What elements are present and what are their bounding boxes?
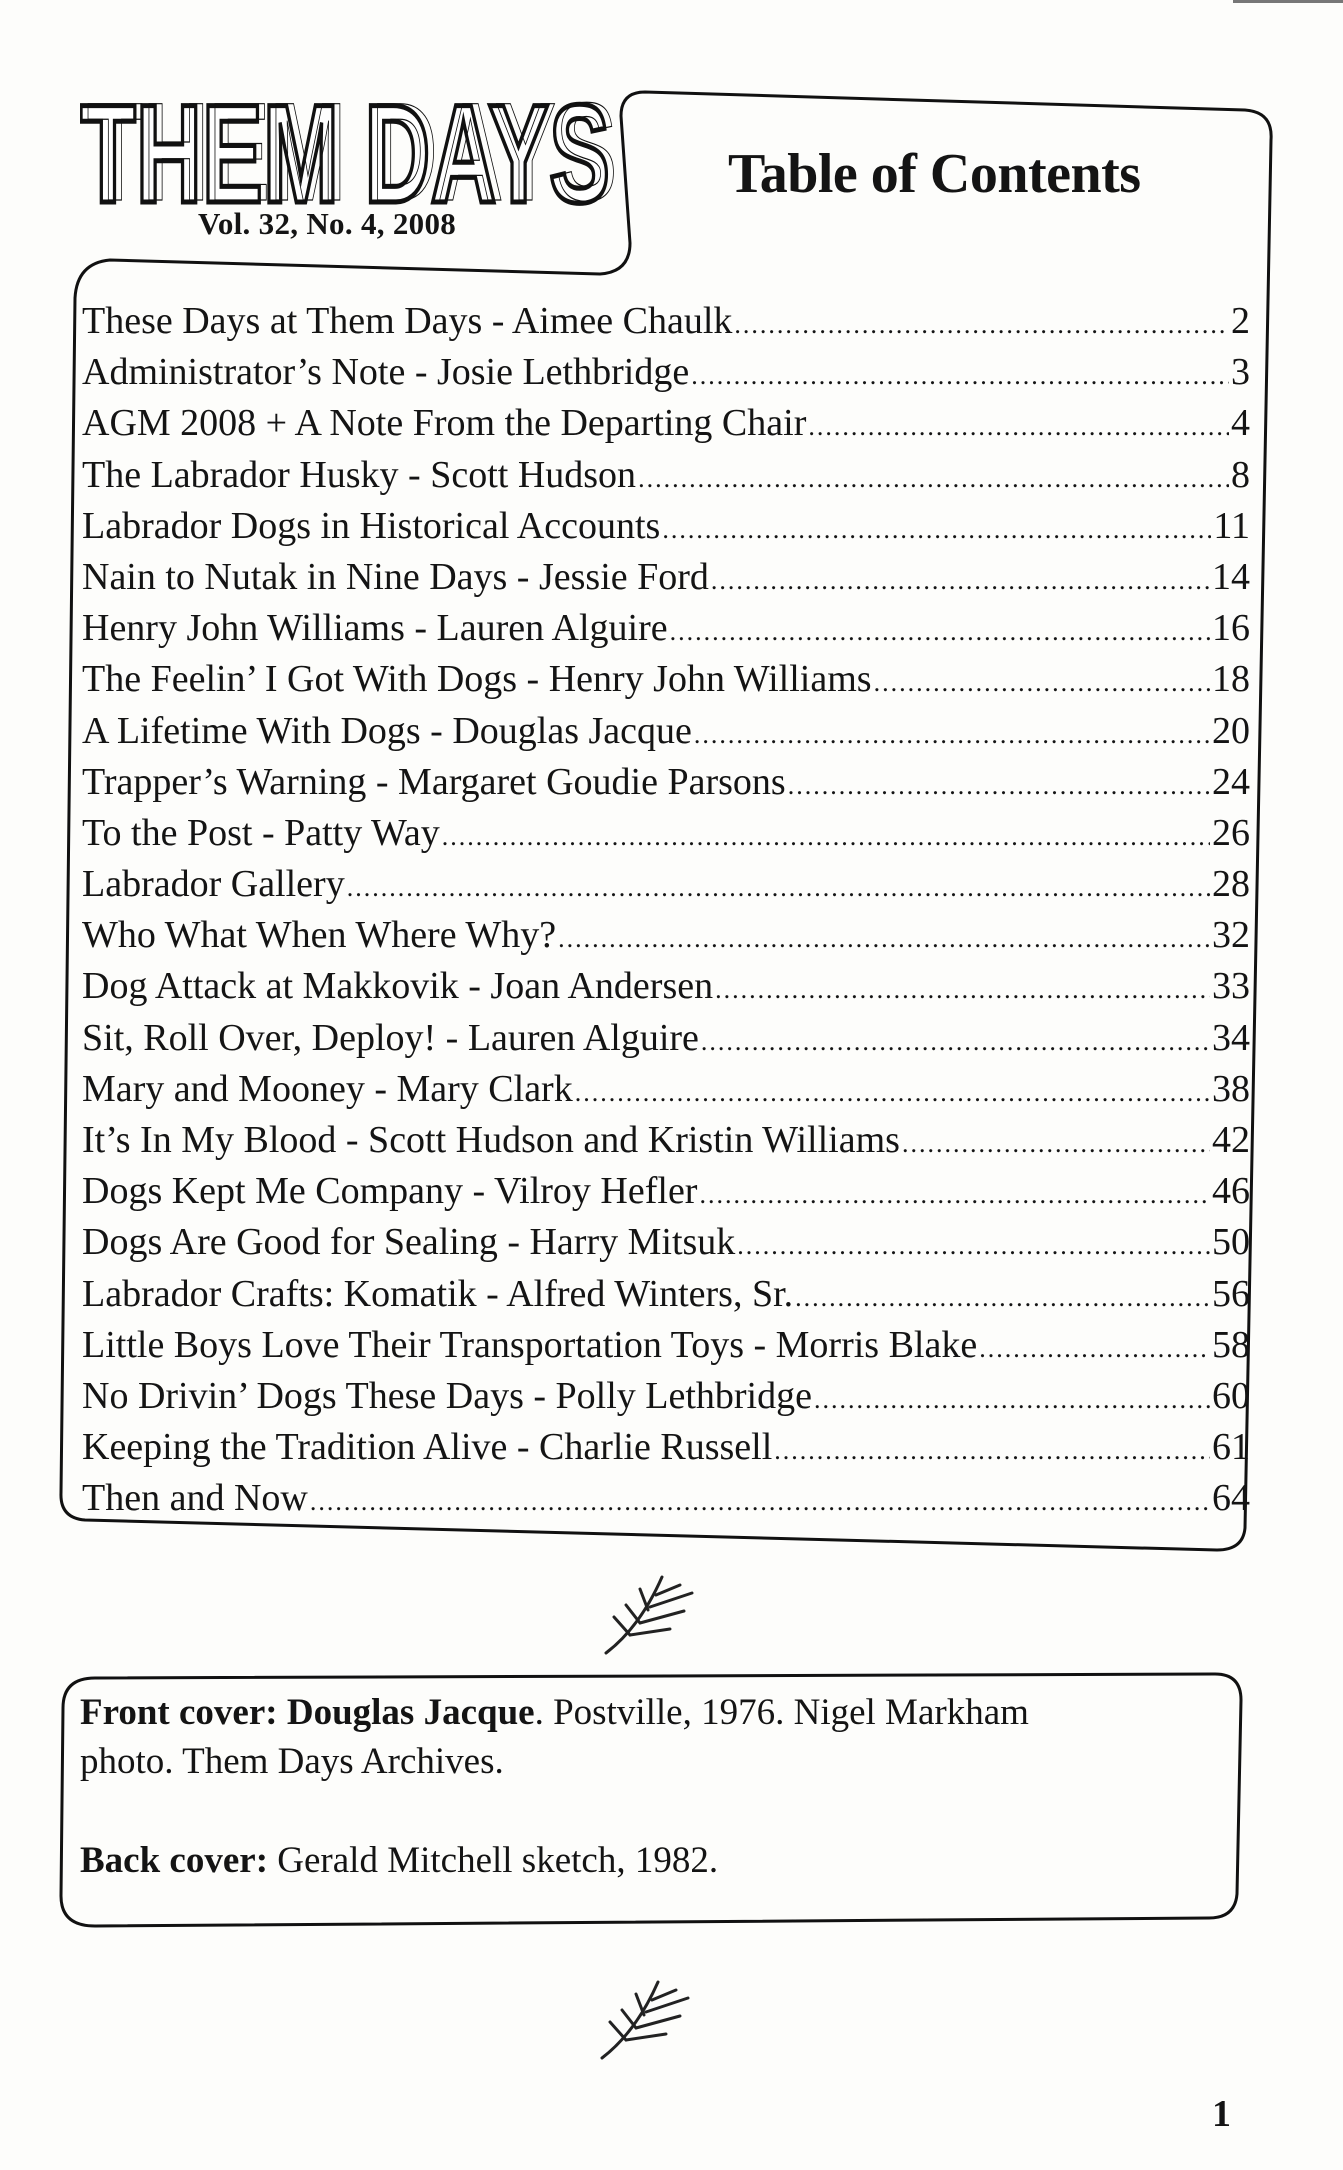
svg-text:THEM DAYS: THEM DAYS (80, 78, 610, 232)
toc-entry[interactable] (82, 450, 1250, 501)
toc-entry[interactable] (82, 552, 1250, 603)
toc-entry-page: 20 (1212, 709, 1250, 752)
toc-list (82, 296, 1250, 1525)
toc-leader (814, 1374, 1210, 1425)
toc-entry-title: To the Post - Patty Way (82, 811, 440, 854)
front-cover-subject: Douglas Jacque (286, 1692, 535, 1733)
toc-leader (442, 811, 1210, 862)
toc-leader (347, 862, 1210, 913)
toc-leader (737, 1220, 1210, 1271)
back-cover-label: Back cover: (80, 1840, 269, 1881)
svg-text:THEM DAYS: THEM DAYS (87, 78, 617, 230)
toc-entry-title: AGM 2008 + A Note From the Departing Chair (82, 402, 807, 445)
toc-leader (715, 964, 1210, 1015)
toc-entry-page: 34 (1212, 1016, 1250, 1059)
cover-info (80, 1688, 1200, 1885)
toc-entry-title: A Lifetime With Dogs - Douglas Jacque (82, 709, 692, 752)
toc-entry[interactable] (82, 347, 1250, 398)
toc-entry-page: 4 (1231, 402, 1250, 445)
toc-entry-page: 18 (1212, 658, 1250, 701)
toc-entry[interactable] (82, 808, 1250, 859)
front-cover-line (80, 1688, 1200, 1737)
toc-entry-title: The Labrador Husky - Scott Hudson (82, 453, 637, 496)
toc-entry-title: Keeping the Tradition Alive - Charlie Russell (82, 1426, 773, 1469)
toc-leader (788, 760, 1210, 811)
toc-entry[interactable] (82, 1269, 1250, 1320)
toc-leader (874, 657, 1210, 708)
toc-entry-title: Dogs Kept Me Company - Vilroy Hefler (82, 1170, 698, 1213)
toc-entry[interactable] (82, 1371, 1250, 1422)
toc-entry[interactable] (82, 654, 1250, 705)
scan-edge-line (1233, 0, 1343, 3)
issue-line: Vol. 32, No. 4, 2008 (198, 206, 457, 241)
toc-entry-page: 58 (1212, 1323, 1250, 1366)
page-number: 1 (1212, 2093, 1231, 2135)
toc-entry-page: 38 (1212, 1067, 1250, 1110)
toc-leader (902, 1118, 1210, 1169)
toc-entry-title: No Drivin’ Dogs These Days - Polly Lethbridge (82, 1374, 812, 1417)
toc-leader (575, 1067, 1210, 1118)
toc-entry-page: 46 (1212, 1170, 1250, 1213)
toc-entry[interactable] (82, 398, 1250, 449)
front-cover-label: Front cover: (80, 1692, 278, 1733)
toc-entry[interactable] (82, 1473, 1250, 1524)
toc-entry[interactable] (82, 1166, 1250, 1217)
toc-entry[interactable] (82, 757, 1250, 808)
toc-entry-page: 28 (1212, 863, 1250, 906)
toc-leader (701, 1016, 1210, 1067)
toc-entry-title: Little Boys Love Their Transportation Toys - Morris Blake (82, 1323, 978, 1366)
toc-entry-page: 8 (1231, 453, 1250, 496)
toc-entry-page: 56 (1212, 1272, 1250, 1315)
toc-leader (774, 1425, 1210, 1476)
toc-entry[interactable] (82, 859, 1250, 910)
toc-leader (694, 709, 1210, 760)
toc-entry-page: 2 (1231, 300, 1250, 342)
toc-entry[interactable] (82, 1217, 1250, 1268)
toc-entry-title: Sit, Roll Over, Deploy! - Lauren Alguire (82, 1016, 699, 1059)
toc-entry[interactable] (82, 1422, 1250, 1473)
toc-entry-page: 42 (1212, 1119, 1250, 1161)
toc-entry[interactable] (82, 706, 1250, 757)
toc-entry[interactable] (82, 501, 1250, 552)
toc-entry[interactable] (82, 1013, 1250, 1064)
toc-entry-title: Henry John Williams - Lauren Alguire (82, 607, 668, 650)
toc-entry-page: 60 (1212, 1374, 1250, 1417)
toc-entry[interactable] (82, 961, 1250, 1012)
toc-entry[interactable] (82, 1115, 1250, 1166)
toc-entry-page: 64 (1212, 1477, 1250, 1520)
toc-entry-title: The Feelin’ I Got With Dogs - Henry John Williams (82, 658, 872, 701)
toc-entry-title: Labrador Dogs in Historical Accounts (82, 504, 661, 547)
toc-leader (310, 1476, 1210, 1527)
toc-entry-page: 14 (1212, 555, 1250, 598)
toc-leader (711, 555, 1210, 606)
back-cover-line (80, 1836, 1200, 1885)
toc-entry-page: 24 (1212, 760, 1250, 803)
toc-entry-page: 26 (1212, 811, 1250, 854)
toc-entry-title: Who What When Where Why? (82, 914, 557, 957)
toc-entry-title: Labrador Gallery (82, 863, 345, 906)
toc-title: Table of Contents (728, 143, 1141, 205)
toc-leader (558, 913, 1210, 964)
toc-entry-title: Nain to Nutak in Nine Days - Jessie Ford (82, 555, 709, 598)
front-cover-line-2: photo. Them Days Archives. (80, 1741, 504, 1782)
toc-entry-title: Mary and Mooney - Mary Clark (82, 1067, 573, 1110)
toc-entry[interactable] (82, 1064, 1250, 1115)
toc-entry[interactable] (82, 910, 1250, 961)
toc-leader (699, 1169, 1210, 1220)
spruce-sprig-icon (600, 1565, 710, 1660)
toc-entry-title: Then and Now (82, 1477, 308, 1520)
toc-entry-page: 61 (1212, 1426, 1250, 1469)
toc-entry-page: 32 (1212, 914, 1250, 957)
toc-entry-page: 3 (1231, 351, 1250, 394)
toc-entry-page: 16 (1212, 607, 1250, 650)
toc-entry-page: 33 (1212, 965, 1250, 1008)
front-cover-text: . Postville, 1976. Nigel Markham (534, 1692, 1029, 1733)
toc-entry-page: 11 (1213, 504, 1250, 547)
toc-leader (662, 504, 1211, 555)
toc-entry-title: It’s In My Blood - Scott Hudson and Kristin Williams (82, 1119, 900, 1161)
toc-leader (670, 606, 1210, 657)
toc-leader (691, 350, 1229, 401)
toc-leader (808, 401, 1229, 452)
toc-entry-title: Dogs Are Good for Sealing - Harry Mitsuk (82, 1221, 736, 1264)
spruce-sprig-icon (596, 1970, 706, 2065)
back-cover-text: Gerald Mitchell sketch, 1982. (268, 1840, 719, 1881)
toc-entry[interactable] (82, 1320, 1250, 1371)
toc-entry[interactable] (82, 603, 1250, 654)
toc-entry-title: Trapper’s Warning - Margaret Goudie Parsons (82, 760, 786, 803)
toc-entry[interactable] (82, 296, 1250, 347)
toc-entry-title: Administrator’s Note - Josie Lethbridge (82, 351, 690, 394)
toc-entry-title: Dog Attack at Makkovik - Joan Andersen (82, 965, 714, 1008)
toc-entry-title: Labrador Crafts: Komatik - Alfred Winters, Sr. (82, 1272, 794, 1315)
toc-leader (638, 453, 1229, 504)
toc-entry-page: 50 (1212, 1221, 1250, 1264)
toc-leader (979, 1323, 1210, 1374)
toc-leader (734, 299, 1229, 350)
toc-leader (795, 1272, 1210, 1323)
toc-entry-title: These Days at Them Days - Aimee Chaulk (82, 300, 733, 342)
